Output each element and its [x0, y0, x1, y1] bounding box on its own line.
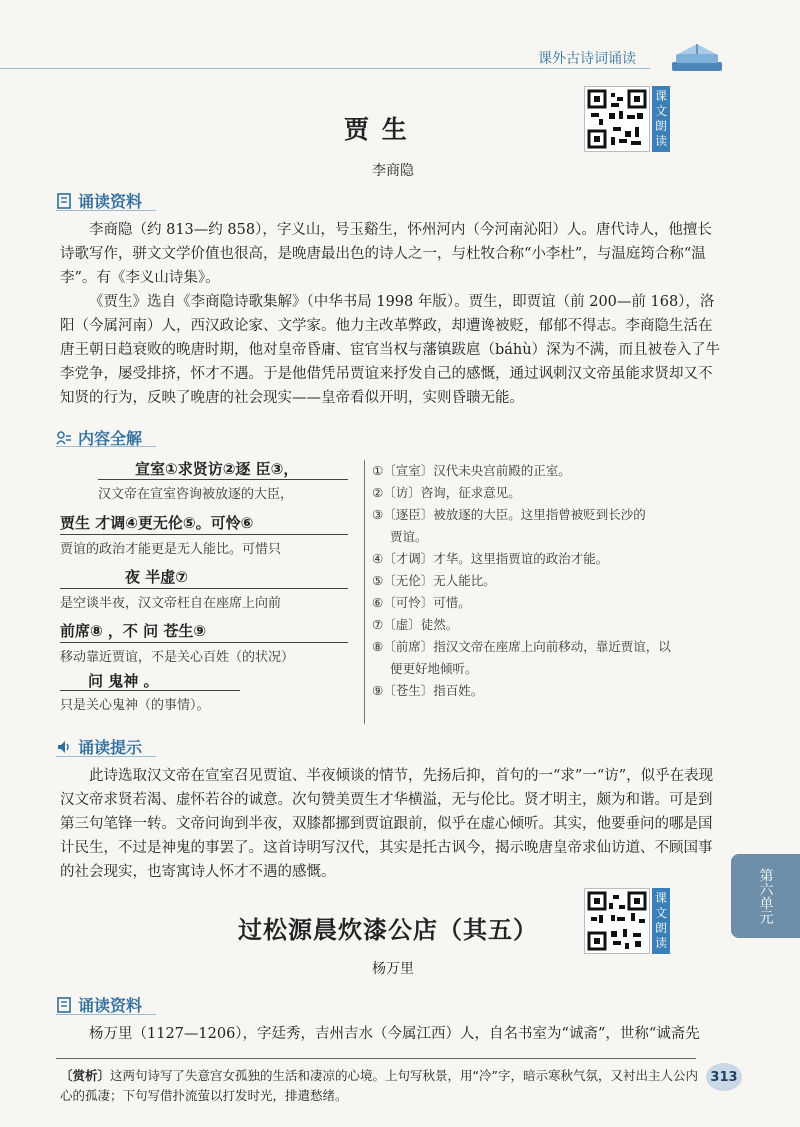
verse-gloss: 只是关心鬼神（的事情）。: [60, 698, 210, 713]
reading-tips: [60, 764, 726, 884]
footnote-rule: [56, 1058, 696, 1059]
section-underline: [56, 446, 156, 447]
annotation-item: ⑥〔可怜〕可惜。: [372, 595, 471, 610]
section-underline: [56, 1014, 156, 1015]
poem-author: 杨万里: [372, 961, 414, 977]
annotation-item: ⑨〔苍生〕指百姓。: [372, 683, 484, 698]
footnote-text: 这两句诗写了失意宫女孤独的生活和凄凉的心境。上句写秋景，用“冷”字，暗示寒秋气氛，又衬出主人公内心的孤凄；下句写借扑流萤以打发时光，排遣愁绪。: [60, 1068, 698, 1103]
verse-rule: [60, 690, 240, 691]
section-underline: [56, 210, 156, 211]
verse-line: 贾生 才调④更无伦⑤。可怜⑥: [60, 514, 254, 532]
section-heading-label: 诵读资料: [78, 996, 143, 1015]
header-rule: [0, 68, 650, 69]
recite-tag-char: 文: [654, 906, 667, 920]
poem-title: 贾 生: [344, 115, 409, 144]
annotation-item: ⑤〔无伦〕无人能比。: [372, 573, 496, 588]
recite-tag-char: 课: [654, 89, 667, 103]
annotation-item: 便更好地倾听。: [390, 661, 478, 676]
footnote-label: 〔赏析〕: [60, 1068, 111, 1083]
people-icon: [56, 430, 72, 446]
tips-paragraph: 此诗选取汉文帝在宣室召见贾谊、半夜倾谈的情节，先扬后抑，首句的一“求”一“访”，似乎在表现汉文帝求贤若渴、虚怀若谷的诚意。次句赞美贾生才华横溢，无与伦比。贤才明主，颇为和谐。可是到第三句笔锋一转。文帝问询到半夜，双膝都挪到贾谊跟前，似乎在虚心倾听。其实，他要垂问的哪是国计民生，不过是神鬼的事罢了。这首诗明写汉代，其实是托古讽今，揭示晚唐皇帝求仙访道、不顾国事的社会现实，也寄寓诗人怀才不遇的感慨。: [60, 768, 714, 880]
recite-tag-char: 朗: [654, 119, 667, 133]
verse-gloss: 移动靠近贾谊，不是关心百姓（的状况）: [60, 650, 295, 665]
section-heading-label: 内容全解: [78, 429, 143, 448]
annotation-item: ⑧〔前席〕指汉文帝在座席上向前移动，靠近贾谊，以: [372, 639, 671, 654]
recite-tag-char: 读: [654, 936, 667, 950]
annotation-item: ②〔访〕咨询，征求意见。: [372, 485, 521, 500]
verse-rule: [98, 479, 348, 480]
appreciation-footnote: [60, 1066, 700, 1106]
page-number: 313: [706, 1063, 742, 1091]
verse-line: 问 鬼神 。: [88, 672, 159, 690]
annotation-item: ①〔宣室〕汉代未央宫前殿的正室。: [372, 463, 571, 478]
verse-gloss: 汉文帝在宣室咨询被放逐的大臣，: [98, 487, 294, 502]
section-heading-reading: [56, 993, 142, 1016]
verse-line: 宣室①求贤访②逐 臣③，: [135, 460, 299, 478]
running-header: 课外古诗词诵读: [538, 51, 636, 67]
poem-author: 李商隐: [372, 163, 414, 179]
bio-paragraph: 李商隐（约 813—约 858），字义山，号玉谿生，怀州河内（今河南沁阳）人。唐代诗人，他擅长诗歌写作，骈文文学价值也很高，是晚唐最出色的诗人之一，与杜牧合称“小李杜”，与温庭筠合称“温李”。有《李义山诗集》。: [60, 222, 712, 286]
annotation-item: ⑦〔虚〕徒然。: [372, 617, 459, 632]
notebook-icon: [56, 997, 72, 1013]
qr-code-icon[interactable]: [584, 86, 650, 152]
section-underline: [56, 756, 156, 757]
recite-tag-char: 课: [654, 891, 667, 905]
column-divider: [364, 460, 365, 724]
notebook-icon: [56, 193, 72, 209]
section-heading-label: 诵读提示: [78, 738, 143, 757]
recite-tag-char: 读: [654, 134, 667, 148]
section-heading-reading: [56, 189, 142, 212]
recite-tag[interactable]: [652, 888, 670, 954]
verse-rule: [60, 588, 348, 589]
recite-tag[interactable]: [652, 86, 670, 152]
bio-paragraph: 杨万里（1127—1206），字廷秀，吉州吉水（今属江西）人，自名书室为“诚斋”，世称“诚斋先: [89, 1026, 700, 1042]
verse-gloss: 是空谈半夜，汉文帝枉自在座席上向前: [60, 596, 282, 611]
verse-rule: [60, 534, 348, 535]
book-stack-icon: [668, 40, 726, 80]
section-heading-tips: [56, 735, 142, 758]
verse-rule: [60, 642, 348, 643]
author-bio: [60, 218, 726, 410]
section-heading-label: 诵读资料: [78, 192, 143, 211]
qr-code-icon[interactable]: [584, 888, 650, 954]
recite-tag-char: 文: [654, 104, 667, 118]
annotations: [372, 460, 728, 702]
annotation-item: 贾谊。: [390, 529, 428, 544]
speaker-icon: [56, 739, 72, 755]
verse-line: 夜 半虚⑦: [125, 568, 188, 586]
unit-tab[interactable]: 第六单元: [731, 854, 800, 938]
verse-line: 前席⑧ ，不 问 苍生⑨: [60, 622, 207, 640]
recite-tag-char: 朗: [654, 921, 667, 935]
annotation-item: ④〔才调〕才华。这里指贾谊的政治才能。: [372, 551, 609, 566]
author-bio: [60, 1022, 726, 1048]
verse-gloss: 贾谊的政治才能更是无人能比。可惜只: [60, 542, 282, 557]
annotation-item: ③〔逐臣〕被放逐的大臣。这里指曾被贬到长沙的: [372, 507, 646, 522]
poem-title: 过松源晨炊漆公店（其五）: [238, 915, 538, 944]
source-paragraph: 《贾生》选自《李商隐诗歌集解》（中华书局 1998 年版）。贾生，即贾谊（前 200—前 168），洛阳（今属河南）人，西汉政论家、文学家。他力主改革弊政，却遭谗被贬，郁郁不得志。李商隐生活在唐王朝日趋衰败的晚唐时期，他对皇帝昏庸、宦官当权与藩镇跋扈（báhù）深为不满，而且被卷入了牛李党争，屡受排挤，怀才不遇。于是他借凭吊贾谊来抒发自己的感慨，通过讽刺汉文帝虽能求贤却又不知贤的行为，反映了晚唐的社会现实——皇帝看似开明，实则昏聩无能。: [60, 294, 721, 406]
